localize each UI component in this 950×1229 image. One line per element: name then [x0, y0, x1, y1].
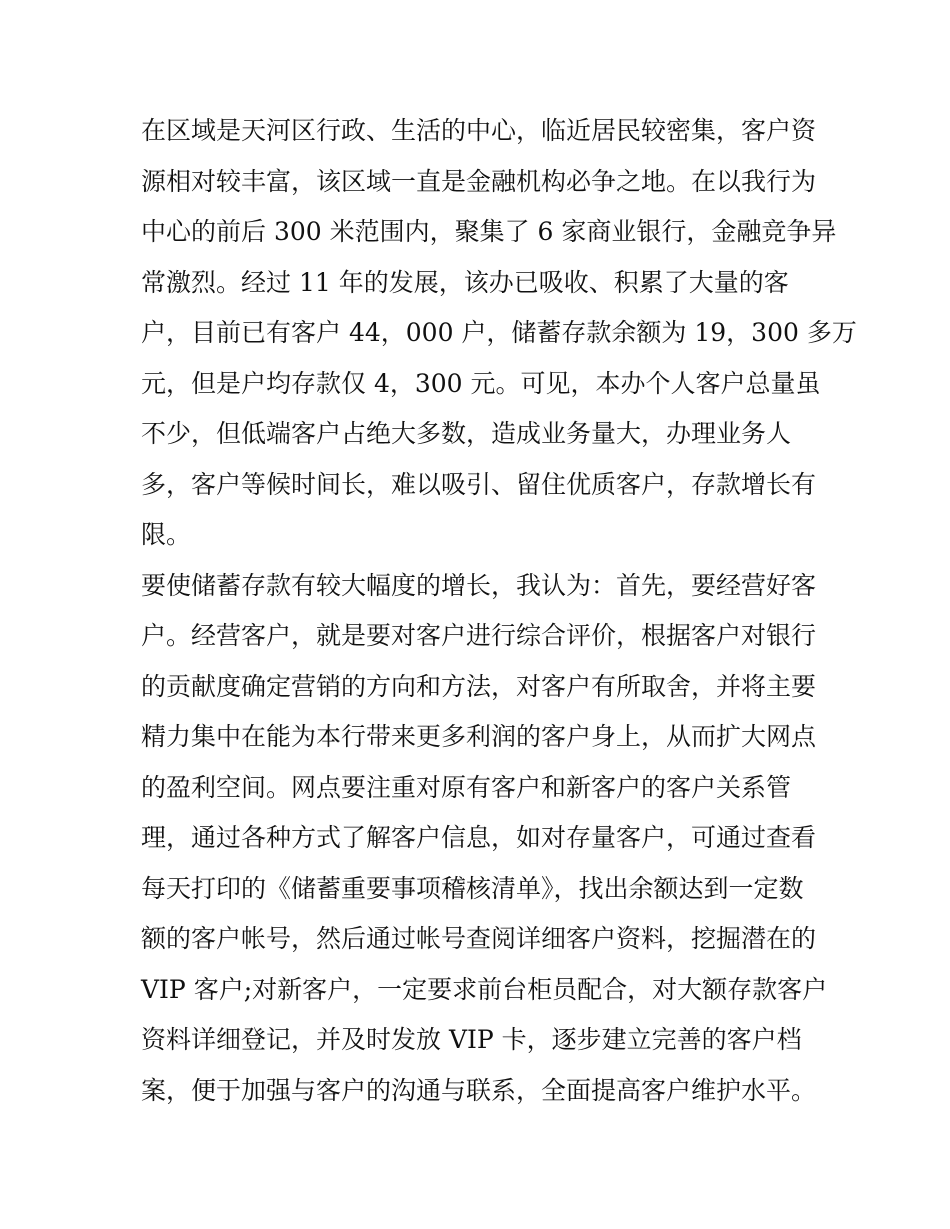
- text-line: VIP 客户;对新客户，一定要求前台柜员配合，对大额存款客户: [141, 974, 828, 1004]
- text-line: 每天打印的《储蓄重要事项稽核清单》，找出余额达到一定数: [141, 873, 804, 903]
- text-line: 理，通过各种方式了解客户信息，如对存量客户，可通过查看: [141, 823, 817, 852]
- text-line: 案，便于加强与客户的沟通与联系，全面提高客户维护水平。: [141, 1075, 817, 1105]
- text-line: 中心的前后 300 米范围内，聚集了 6 家商业银行，金融竞争异: [141, 217, 837, 246]
- text-line: 精力集中在能为本行带来更多利润的客户身上，从而扩大网点: [141, 722, 817, 751]
- text-line: 户，目前已有客户 44，000 户，储蓄存款余额为 19，300 多万: [141, 318, 857, 347]
- text-line: 要使储蓄存款有较大幅度的增长，我认为：首先，要经营好客: [141, 570, 817, 600]
- text-line: 源相对较丰富，该区域一直是金融机构必争之地。在以我行为: [141, 166, 817, 196]
- text-line: 元，但是户均存款仅 4，300 元。可见，本办个人客户总量虽: [141, 368, 821, 398]
- text-line: 的盈利空间。网点要注重对原有客户和新客户的客户关系管: [141, 772, 792, 802]
- text-line: 资料详细登记，并及时发放 VIP 卡，逐步建立完善的客户档: [141, 1025, 802, 1054]
- text-line: 额的客户帐号，然后通过帐号查阅详细客户资料，挖掘潜在的: [141, 924, 817, 953]
- text-line: 的贡献度确定营销的方向和方法，对客户有所取舍，并将主要: [141, 671, 817, 701]
- body-text: [141, 106, 857, 1116]
- text-line: 限。: [141, 520, 192, 549]
- text-line: 户。经营客户，就是要对客户进行综合评价，根据客户对银行: [141, 621, 817, 650]
- text-line: 不少，但低端客户占绝大多数，造成业务量大，办理业务人: [141, 419, 792, 448]
- text-line: 多，客户等候时间长，难以吸引、留住优质客户，存款增长有: [141, 469, 817, 499]
- text-line: 常激烈。经过 11 年的发展，该办已吸收、积累了大量的客: [141, 267, 789, 297]
- text-line: 在区域是天河区行政、生活的中心，临近居民较密集，客户资: [141, 116, 817, 145]
